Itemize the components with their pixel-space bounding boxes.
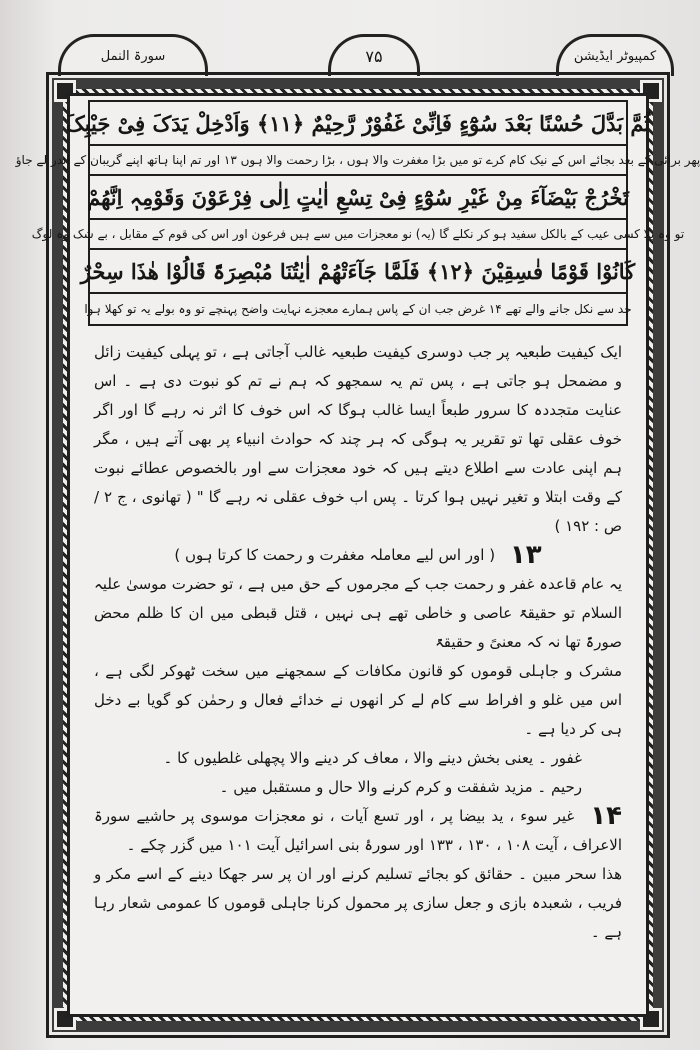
verse-arabic-2: تَخْرُجْ بَیْضَآءَ مِنْ غَیْرِ سُوْٓءٍ فِیْ تِسْعِ اٰیٰتٍ اِلٰی فِرْعَوْنَ وَقَوْمِہٖ اِنَّھُمْ [90, 176, 626, 220]
verse-arabic-3: کَانُوْا قَوْمًا فٰسِقِیْنَ ﴿۱۲﴾ فَلَمَّا جَآءَتْھُمْ اٰیٰتُنَا مُبْصِرَۃً قَالُوْا ھٰذَا سِحْرٌ [90, 250, 626, 294]
note-text: غیر سوء ، ید بیضا پر ، اور تسع آیات ، نو معجزات موسوی پر حاشیے سورۃ الاعراف ، آیت ۱۰۸ ، ۱۳۰ ، ۱۳۳ اور سورۂ بنی اسرائیل آیت ۱۰۱ میں گزر چکے ۔ [94, 807, 622, 854]
note-number: ۱۳ [509, 540, 542, 570]
note-paragraph [94, 802, 622, 860]
definition-raheem: رحیم ۔ مزید شفقت و کرم کرنے والا حال و مستقبل میں ۔ [219, 778, 582, 796]
commentary [88, 338, 628, 947]
header-right-label: کمپیوٹر ایڈیشن [556, 34, 674, 76]
note-heading [94, 541, 622, 570]
commentary-paragraph: ھذا سحر مبین ۔ حقائق کو بجائے تسلیم کرنے اور ان پر سر جھکا دینے کے اسے مکر و فریب ، شعبدہ بازی و جعل سازی پر محمول کرنا جاہلی قوموں کا عمومی شعار رہا ہے ۔ [94, 865, 622, 941]
verse-box [15, 100, 700, 326]
note-number: ۱۴ [590, 801, 622, 831]
page-number: ۷۵ [328, 34, 420, 76]
header-surah-name: سورۃ النمل [58, 34, 208, 76]
verse-arabic-1: ثُمَّ بَدَّلَ حُسْنًا بَعْدَ سُوْٓءٍ فَاِنِّیْ غَفُوْرٌ رَّحِیْمٌ ﴿۱۱﴾ وَاَدْخِلْ یَدَکَ فِیْ جَیْبِکَ [90, 102, 626, 146]
verse-translation-3: حد سے نکل جانے والے تھے ۱۴ غرض جب ان کے پاس ہمارے معجزے نہایت واضح پہنچے تو وہ بولے یہ تو کھلا ہوا [84, 302, 632, 316]
verse-translation-2: تو وہ بلا کسی عیب کے بالکل سفید ہو کر نکلے گا (یہ) نو معجزات میں سے ہیں فرعون اور اس کی قوم کے مقابل ، بے شک وہ لوگ [90, 220, 626, 250]
commentary-paragraph: یہ عام قاعدہ غفر و رحمت جب کے مجرموں کے حق میں ہے ، تو حضرت موسیٰ علیہ السلام تو حقیقۃً عاصی و خاطی تھے ہی نہیں ، قتل قبطی میں ان کا ظلم محض صورۃً تھا نہ کہ معنیً و حقیقۃً [94, 575, 622, 651]
commentary-paragraph: ایک کیفیت طبعیہ پر جب دوسری کیفیت طبعیہ غالب آجاتی ہے ، تو پہلی کیفیت زائل و مضمحل ہو جاتی ہے ، پس تم یہ سمجھو کہ ہم نے تم کو نبوت دی ہے ۔ اس عنایت متجددہ کا سرور طبعاً ایسا غالب ہوگا کہ اس خوف کا اثر نہ رہے گا اور اگر خوف عقلی تھا تو تقریر یہ ہوگی کہ ہر چند کہ حوادث انبیاء پر بھی آتے ہیں ، مگر ہم اپنی عادت سے اطلاع دیتے ہیں کہ خود معجزات سے اور بالخصوص عطائے نبوت کے وقت ابتلا و تغیر نہیں ہوا کرتا ۔ پس اب خوف عقلی نہ رہے گا " ( تھانوی ، ج ۲ / ص : ۱۹۲ ) [94, 343, 622, 535]
definition-ghafoor: غفور ۔ یعنی بخش دینے والا ، معاف کر دینے والا پچھلی غلطیوں کا ۔ [163, 749, 582, 767]
note-title: ( اور اس لیے معاملہ مغفرت و رحمت کا کرتا ہوں ) [174, 546, 496, 564]
page-content [15, 100, 700, 1000]
commentary-paragraph: مشرک و جاہلی قوموں کو قانون مکافات کے سمجھنے میں سخت ٹھوکر لگی ہے ، اس میں غلو و افراط سے کام لے کر انھوں نے خدائے فعال و رحمٰن کو گویا بے دخل ہی کر دیا ہے ۔ [94, 662, 622, 738]
verse-translation-1: پھر برائی کے بعد بجائے اس کے نیک کام کرے تو میں بڑا مغفرت والا ہوں ، بڑا رحمت والا ہوں ۱۳ اور تم اپنا ہاتھ اپنے گریبان کے اندر لے جاؤ [90, 146, 626, 176]
